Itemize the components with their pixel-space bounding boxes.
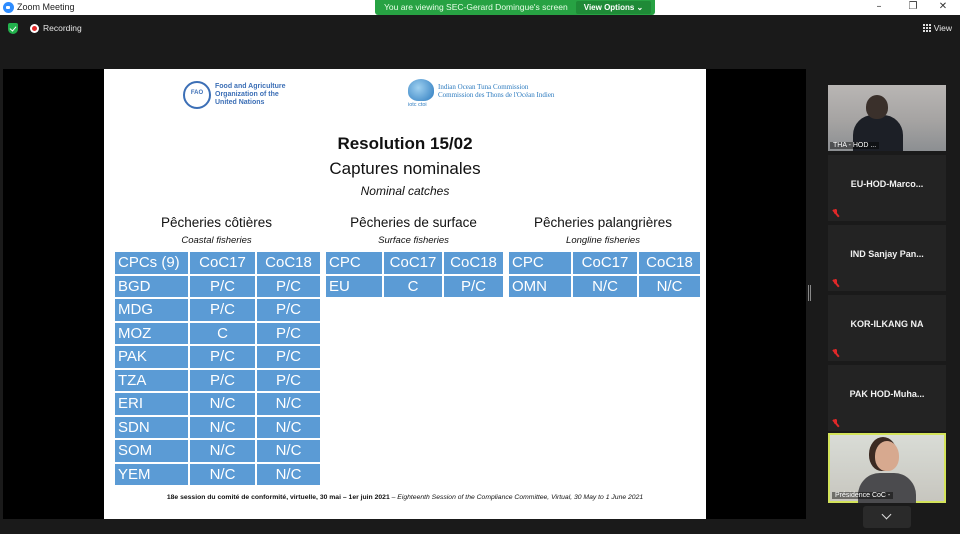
table-row [114,298,321,322]
longline-title: Pêcheries palangrières [533,215,673,230]
slide-title: Resolution 15/02 [337,134,473,153]
participant-name: IND Sanjay Pan... [850,249,924,259]
table-cell: P/C [256,322,321,346]
table-cell: N/C [572,275,638,299]
zoom-logo-icon [3,2,14,13]
participant-name-label: Présidence CoC - [832,492,893,499]
participant-video-tha[interactable] [828,85,946,151]
footer-separator: – [389,494,398,501]
grid-view-icon [923,24,931,32]
participant-tile[interactable] [828,295,946,361]
security-shield-icon[interactable] [8,23,18,34]
view-button[interactable] [923,22,952,34]
table-row [114,416,321,440]
restore-icon[interactable]: ❐ [908,1,918,12]
table-row [114,322,321,346]
recording-icon [30,24,39,33]
table-cell: P/C [256,369,321,393]
participant-tile[interactable] [828,155,946,221]
table-header-cell: CoC18 [638,251,701,275]
table-header-cell: CoC17 [383,251,443,275]
table-header-cell: CoC18 [443,251,504,275]
minimize-icon[interactable]: – [876,1,882,12]
coastal-table [113,250,322,487]
table-header-cell: CoC18 [256,251,321,275]
footer-fr: 18e session du comité de conformité, virtuelle, 30 mai – 1er juin 2021 [166,494,390,501]
slide-subtitle-fr: Captures nominales [329,159,481,178]
table-cell: P/C [443,275,504,299]
table-cell: P/C [256,275,321,299]
table-cell: N/C [189,439,256,463]
table-header-row [508,251,701,275]
table-cell: N/C [638,275,701,299]
fao-name-line: Food and Agriculture [215,83,286,90]
fao-name-line: United Nations [215,99,265,106]
table-header-row [325,251,504,275]
table-cell: PAK [114,345,189,369]
table-cell: SDN [114,416,189,440]
table-row [114,275,321,299]
footer-en: Eighteenth Session of the Compliance Committee, Virtual, 30 May to 1 June 2021 [397,494,644,501]
table-cell: P/C [189,369,256,393]
coastal-title: Pêcheries côtières [160,215,273,230]
longline-table-body [508,251,701,298]
table-cell: N/C [189,416,256,440]
participant-tile[interactable] [828,365,946,431]
table-cell: P/C [189,345,256,369]
muted-mic-icon [833,279,839,287]
table-row [114,392,321,416]
participant-tile[interactable] [828,225,946,291]
table-header-cell: CoC17 [189,251,256,275]
table-cell: MDG [114,298,189,322]
longline-table [507,250,702,299]
coastal-subtitle: Coastal fisheries [181,235,252,246]
slide-footer [104,494,706,501]
fao-name-line: Organization of the [215,91,279,98]
table-cell: N/C [256,416,321,440]
table-cell: EU [325,275,383,299]
longline-subtitle: Longline fisheries [566,235,640,246]
table-cell: OMN [508,275,572,299]
iotc-name-line: Commission des Thons de l'Océan Indien [438,91,555,99]
surface-table-body [325,251,504,298]
window-title: Zoom Meeting [17,2,75,12]
panel-splitter-handle[interactable] [808,285,811,301]
iotc-logo [408,79,434,101]
table-cell: N/C [256,439,321,463]
muted-mic-icon [833,419,839,427]
participant-name: PAK HOD-Muha... [849,389,925,399]
gallery-scroll-down-button[interactable] [863,506,911,528]
table-cell: SOM [114,439,189,463]
slide-subtitle-en: Nominal catches [360,184,450,198]
table-cell: MOZ [114,322,189,346]
table-cell: P/C [189,298,256,322]
table-cell: ERI [114,392,189,416]
participant-video-active-speaker[interactable] [828,433,946,503]
meeting-toolbar [0,15,960,43]
table-cell: N/C [189,392,256,416]
table-header-cell: CPCs (9) [114,251,189,275]
table-row [508,275,701,299]
presentation-slide [104,69,706,519]
view-options-button[interactable]: View Options ⌄ [576,1,651,14]
table-cell: N/C [256,392,321,416]
table-cell: TZA [114,369,189,393]
table-cell: N/C [256,463,321,487]
table-cell: P/C [256,345,321,369]
participant-head [875,441,899,471]
table-cell: P/C [189,275,256,299]
table-row [114,463,321,487]
participant-name: KOR-ILKANG NA [850,319,924,329]
table-row [325,275,504,299]
table-row [114,369,321,393]
table-header-cell: CPC [325,251,383,275]
coastal-table-body [114,251,321,486]
iotc-name [438,83,554,99]
share-message: You are viewing SEC-Gerard Domingue's screen [384,2,568,12]
participant-name-label: THA - HOD ... [830,142,879,149]
surface-table [324,250,505,299]
table-cell: BGD [114,275,189,299]
table-cell: C [189,322,256,346]
table-row [114,345,321,369]
table-cell: P/C [256,298,321,322]
table-row [114,439,321,463]
table-cell: N/C [189,463,256,487]
table-header-row [114,251,321,275]
participant-name: EU-HOD-Marco... [850,179,924,189]
screen-share-banner [375,0,655,15]
table-cell: C [383,275,443,299]
close-icon[interactable]: ✕ [938,1,948,12]
muted-mic-icon [833,209,839,217]
table-header-cell: CPC [508,251,572,275]
muted-mic-icon [833,349,839,357]
surface-subtitle: Surface fisheries [378,235,449,246]
view-label: View [933,23,952,33]
recording-label: Recording [43,23,82,33]
fao-name [215,83,286,107]
participant-head [866,95,888,119]
surface-title: Pêcheries de surface [350,215,477,230]
table-header-cell: CoC17 [572,251,638,275]
iotc-name-line: Indian Ocean Tuna Commission [438,83,529,91]
iotc-logo-caption: iotc ctoi [408,102,427,108]
fao-logo [183,81,211,109]
table-cell: YEM [114,463,189,487]
